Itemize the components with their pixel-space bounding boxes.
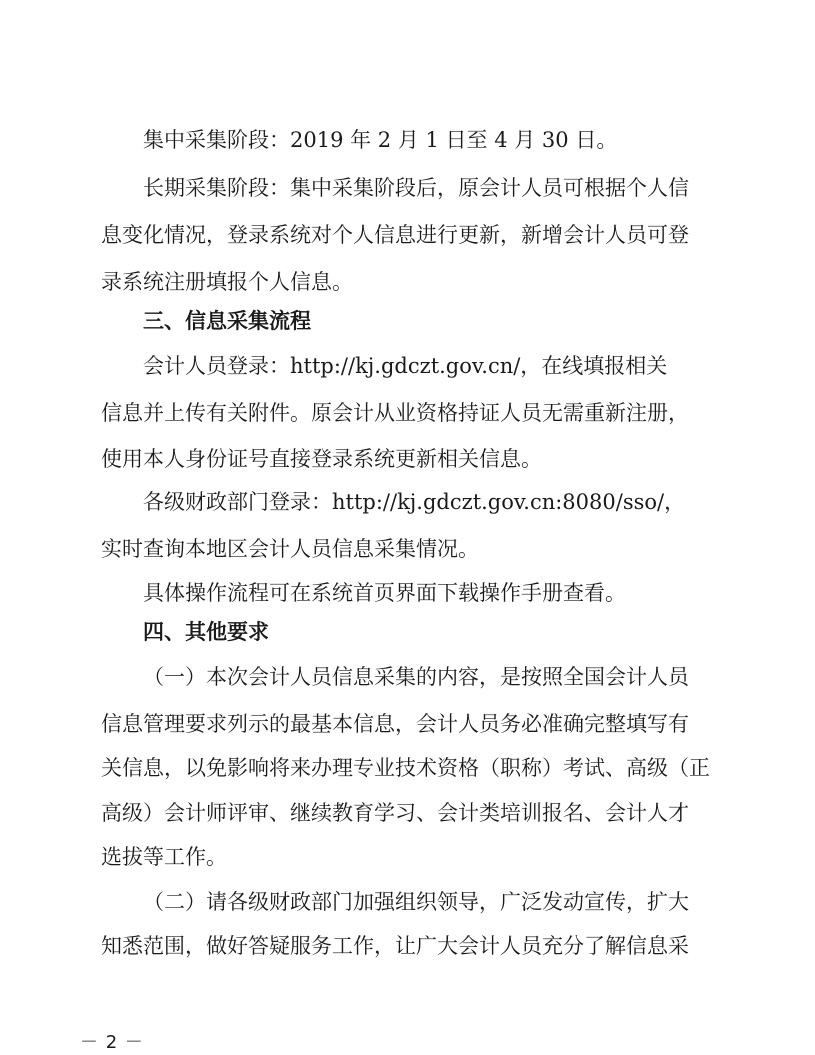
text-line: 各级财政部门登录：http://kj.gdczt.gov.cn:8080/sso/，: [143, 490, 686, 514]
page-number: － 2 －: [80, 1032, 144, 1053]
section-heading: 四、其他要求: [143, 620, 269, 644]
text-line: 集中采集阶段：2019 年 2 月 1 日至 4 月 30 日。: [143, 128, 618, 152]
text-line: 知悉范围，做好答疑服务工作，让广大会计人员充分了解信息采: [101, 934, 689, 958]
text-line: 会计人员登录：http://kj.gdczt.gov.cn/，在线填报相关: [143, 354, 668, 378]
text-line: 长期采集阶段：集中采集阶段后，原会计人员可根据个人信: [143, 176, 689, 200]
text-line: 实时查询本地区会计人员信息采集情况。: [101, 537, 479, 561]
text-line: 使用本人身份证号直接登录系统更新相关信息。: [101, 447, 542, 471]
text-line: 录系统注册填报个人信息。: [101, 270, 353, 294]
text-line: 信息并上传有关附件。原会计从业资格持证人员无需重新注册，: [101, 401, 689, 425]
text-line: 高级）会计师评审、继续教育学习、会计类培训报名、会计人才: [101, 801, 689, 825]
text-line: 信息管理要求列示的最基本信息，会计人员务必准确完整填写有: [101, 712, 689, 736]
section-heading: 三、信息采集流程: [143, 309, 311, 333]
text-line: 息变化情况，登录系统对个人信息进行更新，新增会计人员可登: [101, 223, 689, 247]
text-line: 关信息，以免影响将来办理专业技术资格（职称）考试、高级（正: [101, 756, 710, 780]
text-line: 具体操作流程可在系统首页界面下载操作手册查看。: [143, 581, 626, 605]
text-line: （二）请各级财政部门加强组织领导，广泛发动宣传，扩大: [143, 890, 689, 914]
text-line: 选拔等工作。: [101, 845, 227, 869]
text-line: （一）本次会计人员信息采集的内容，是按照全国会计人员: [143, 665, 689, 689]
